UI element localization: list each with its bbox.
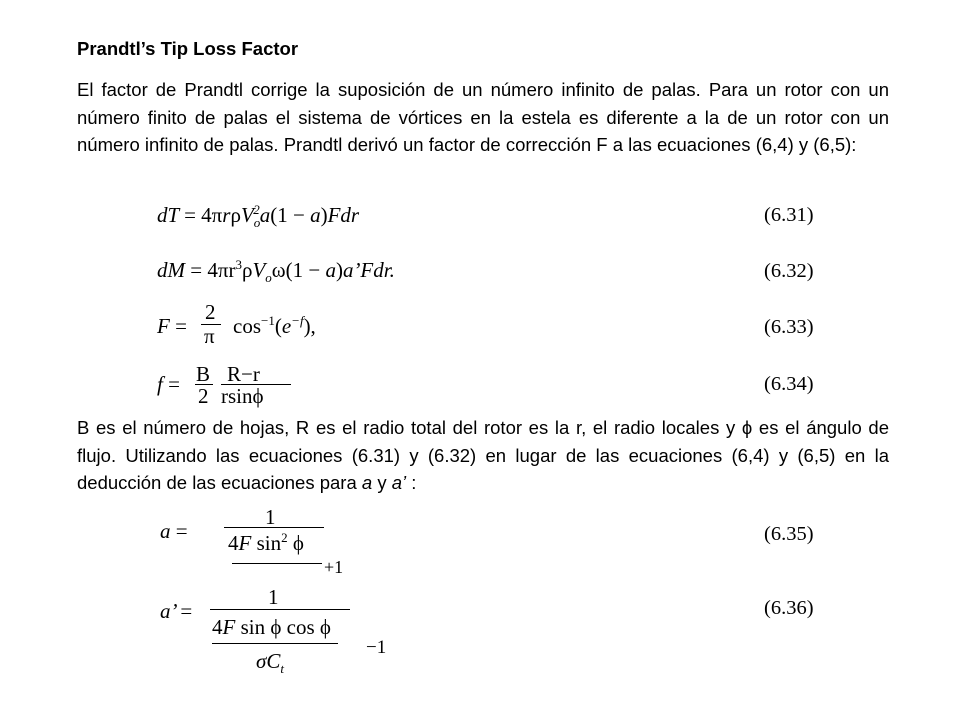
equation-number: (6.35)	[764, 523, 814, 545]
intro-paragraph: El factor de Prandtl corrige la suposición de un número infinito de palas. Para un rotor con un número finito de palas el sistema de vórtices en la estela es diferente a la de un rotor con un número infinito de palas. Prandtl derivó un factor de corrección F a las ecuaciones (6,4) y (6,5):	[77, 79, 889, 155]
equation-number: (6.32)	[764, 260, 814, 282]
equation-6-34: f = B 2 R−r rsinϕ	[157, 362, 357, 410]
equation-6-33: F = 2 π $\cos^{-1}(e^{-f})$,	[157, 300, 316, 348]
variable-a-prime: a’	[391, 472, 407, 493]
equation-6-36: a’ = 1 4F sin ϕ cos ϕ $\sigma C_t$ −1	[160, 585, 387, 677]
equation-6-35: a = 1 4F $\sin^2 \phi$ +1	[160, 505, 344, 577]
explanation-text: B es el número de hojas, R es el radio total del rotor es la r, el radio locales y ϕ es el ángulo de flujo. Utilizando las ecuaciones (6.31) y (6.32) en lugar de las ecuaciones (6,4) y (6,5) en la deducción de las ecuaciones para	[77, 417, 889, 493]
equation-number: (6.33)	[764, 316, 814, 338]
conjunction: y	[372, 472, 392, 493]
equation-number: (6.36)	[764, 597, 814, 619]
equation-6-32: dM = $4\pi r^3\rho V_o\omega(1$ − a)a’Fdr.	[157, 257, 395, 286]
variable-a: a	[361, 472, 373, 493]
equation-number: (6.34)	[764, 373, 814, 395]
section-title: Prandtl’s Tip Loss Factor	[77, 38, 299, 59]
equation-number: (6.31)	[764, 204, 814, 226]
equation-6-31: dT = 4πrρV$_o^2$a(1 − a)Fdr	[157, 202, 360, 231]
paragraph-end: :	[406, 472, 417, 493]
explanation-paragraph	[77, 414, 889, 497]
